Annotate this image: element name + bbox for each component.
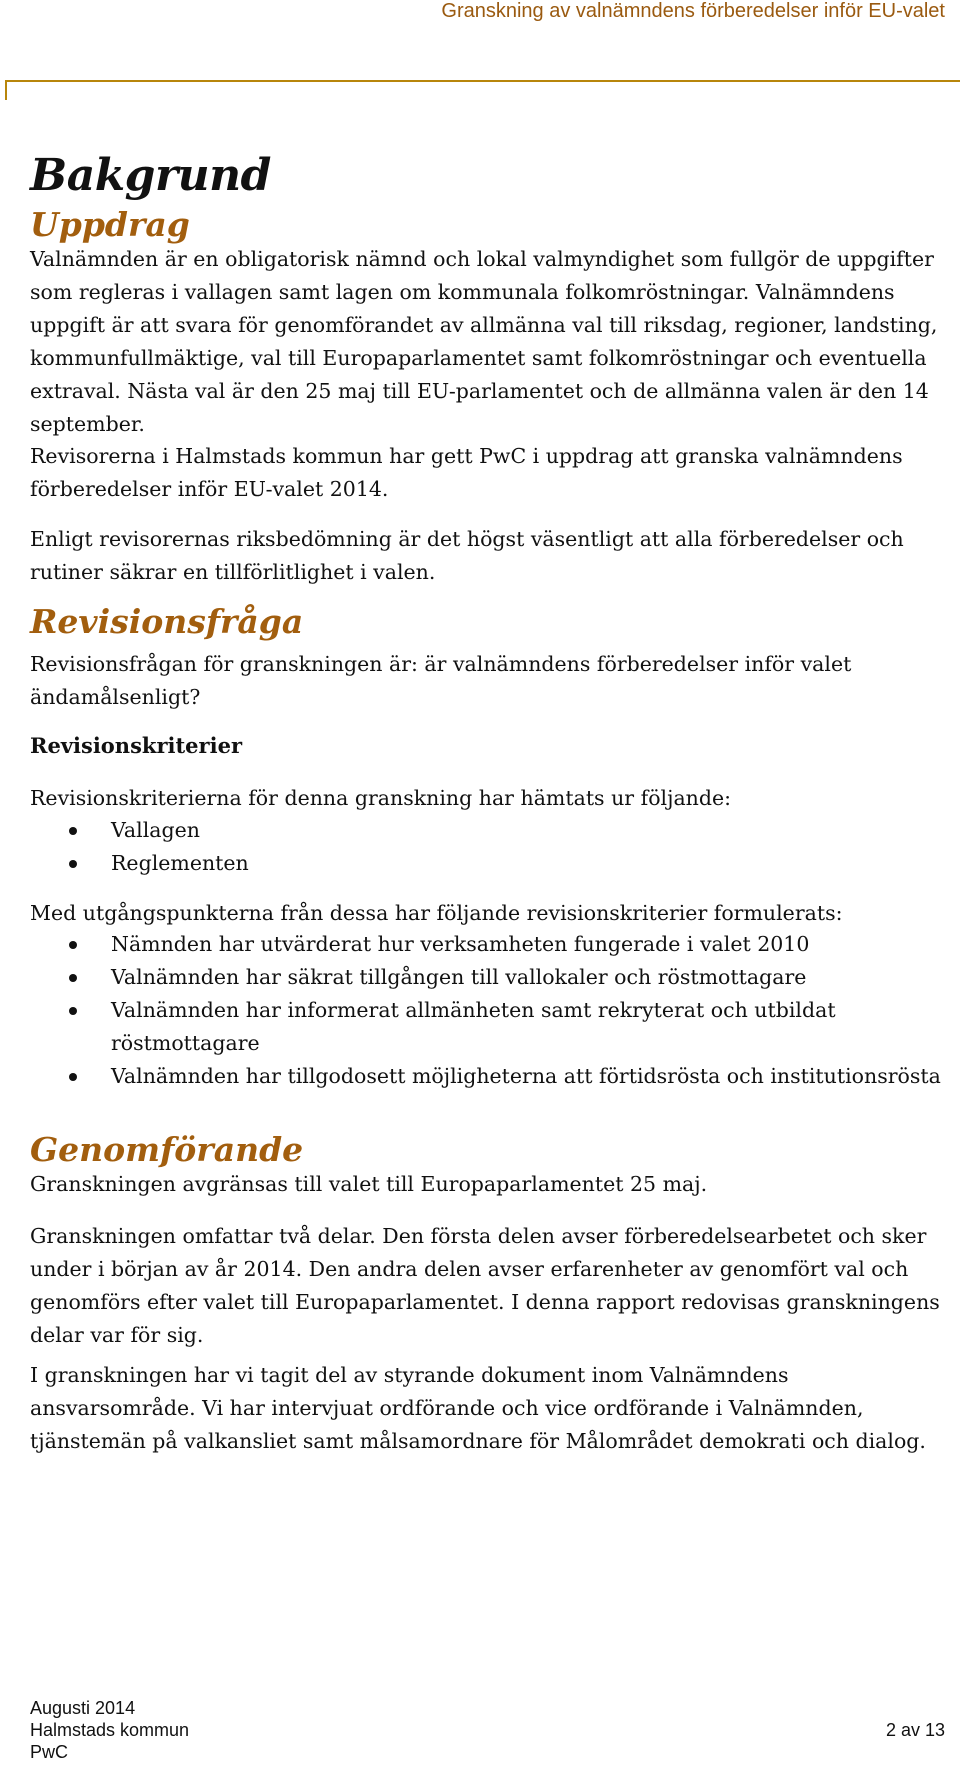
paragraph-kriterier-intro2: Med utgångspunkterna från dessa har följande revisionskriterier formulerats: (30, 901, 843, 925)
paragraph-uppdrag-2: Revisorerna i Halmstads kommun har gett PwC i uppdrag att granska valnämndens förberedelser inför EU-valet 2014. (30, 444, 903, 501)
page-number: 2 av 13 (885, 1720, 945, 1740)
paragraph-kriterier-intro: Revisionskriterierna för denna granskning har hämtats ur följande: (30, 786, 732, 810)
heading-revisionskriterier: Revisionskriterier (30, 733, 243, 758)
footer-date: Augusti 2014 (30, 1698, 136, 1718)
list-kriterier-sources (30, 814, 945, 880)
heading-uppdrag: Uppdrag (30, 205, 190, 244)
list-kriterier (30, 928, 945, 1093)
bullet-icon (69, 860, 77, 868)
list-item: Valnämnden har tillgodosett möjligheterna att förtidsrösta och institutionsrösta (30, 1060, 945, 1093)
bullet-icon (69, 941, 77, 949)
list-item: Vallagen (30, 814, 945, 847)
bullet-icon (69, 974, 77, 982)
paragraph-uppdrag-3: Enligt revisorernas riksbedömning är det högst väsentligt att alla förberedelser och rutiner säkrar en tillförlitlighet i valen. (30, 527, 904, 584)
bullet-icon (69, 827, 77, 835)
paragraph-genomforande-1: Granskningen avgränsas till valet till Europaparlamentet 25 maj. (30, 1172, 708, 1196)
header-rule-corner (5, 80, 7, 100)
footer-org: Halmstads kommun (30, 1720, 190, 1740)
list-item: Valnämnden har säkrat tillgången till vallokaler och röstmottagare (30, 961, 945, 994)
running-header: Granskning av valnämndens förberedelser inför EU-valet (441, 0, 945, 22)
paragraph-genomforande-3: I granskningen har vi tagit del av styrande dokument inom Valnämndens ansvarsområde. Vi har intervjuat ordförande och vice ordförande i Valnämnden, tjänstemän på valkansliet samt målsamordnare för Målområdet demokrati och dialog. (30, 1363, 926, 1453)
list-item: Valnämnden har informerat allmänheten samt rekryterat och utbildat röstmottagare (30, 994, 945, 1060)
header-rule (5, 80, 960, 82)
footer-firm: PwC (30, 1742, 69, 1762)
bullet-icon (69, 1073, 77, 1081)
paragraph-revisionsfraga: Revisionsfrågan för granskningen är: är valnämndens förberedelser inför valet ändamålsenligt? (30, 652, 852, 709)
page-title: Bakgrund (30, 150, 271, 201)
heading-genomforande: Genomförande (30, 1130, 304, 1169)
heading-revisionsfraga: Revisionsfråga (30, 602, 304, 641)
list-item: Nämnden har utvärderat hur verksamheten fungerade i valet 2010 (30, 928, 945, 961)
bullet-icon (69, 1007, 77, 1015)
paragraph-uppdrag-1: Valnämnden är en obligatorisk nämnd och lokal valmyndighet som fullgör de uppgifter som regleras i vallagen samt lagen om kommunala folkomröstningar. Valnämndens uppgift är att svara för genomförandet av allmänna val till riksdag, regioner, landsting, kommunfullmäktige, val till Europaparlamentet samt folkomröstningar och eventuella extraval. Nästa val är den 25 maj till EU-parlamentet och de allmänna valen är den 14 september. (30, 247, 938, 436)
list-item: Reglementen (30, 847, 945, 880)
paragraph-genomforande-2: Granskningen omfattar två delar. Den första delen avser förberedelsearbetet och sker under i början av år 2014. Den andra delen avser erfarenheter av genomfört val och genomförs efter valet till Europaparlamentet. I denna rapport redovisas granskningens delar var för sig. (30, 1224, 940, 1347)
